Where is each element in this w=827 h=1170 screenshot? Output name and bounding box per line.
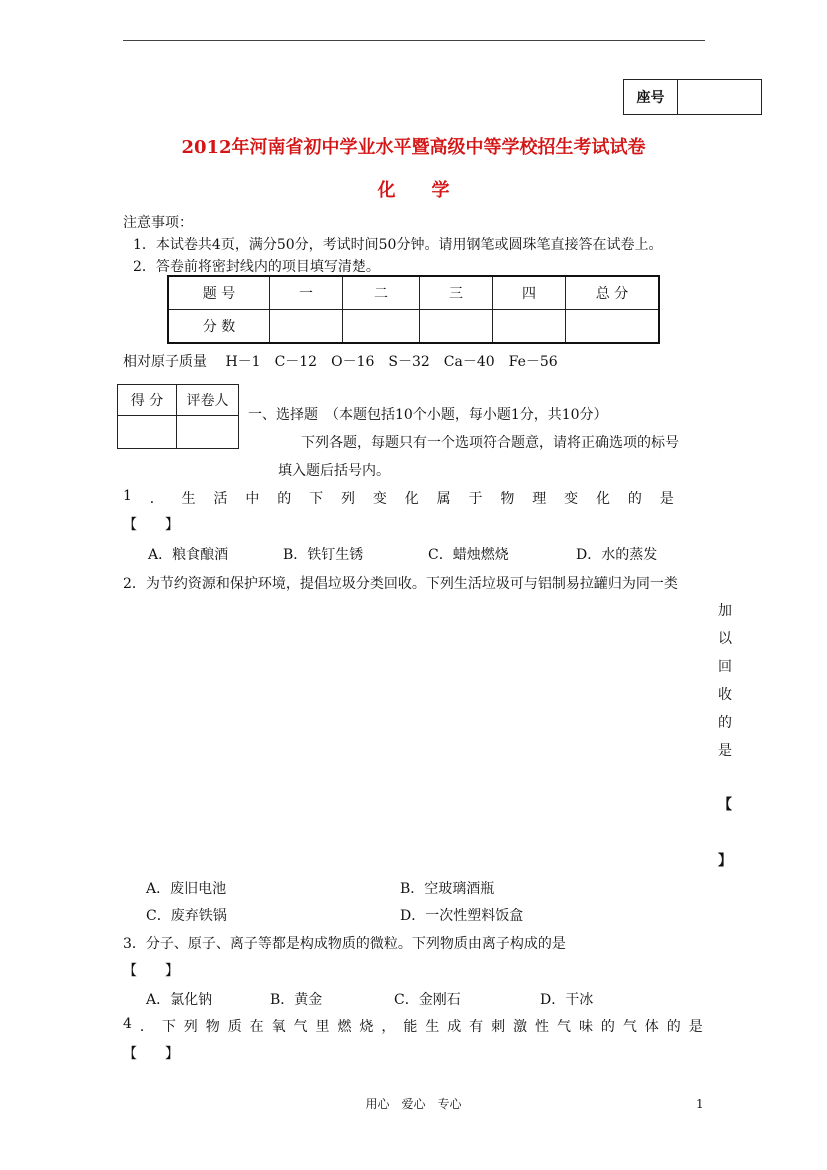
exam-title: 2012年河南省初中学业水平暨高级中等学校招生考试试卷 bbox=[181, 137, 646, 158]
score-header-label: 题 号 bbox=[168, 276, 270, 310]
q2-option-d: D．一次性塑料饭盒 bbox=[400, 908, 524, 924]
q1-stem-char: 下 bbox=[309, 491, 324, 507]
q1-stem-char: 变 bbox=[564, 491, 579, 507]
q4-stem-char: 激 bbox=[513, 1019, 528, 1035]
score-header-4: 四 bbox=[493, 276, 566, 310]
q4-stem-char: 氧 bbox=[271, 1019, 286, 1035]
q2-option-c: C．废弃铁锅 bbox=[146, 908, 227, 924]
notes-heading: 注意事项： bbox=[123, 215, 193, 231]
q1-stem-char: 中 bbox=[245, 491, 260, 507]
subject-char-1: 化 bbox=[377, 180, 396, 201]
q4-stem-char: 气 bbox=[556, 1019, 571, 1035]
grader-name-cell[interactable] bbox=[177, 416, 239, 449]
q2-vertical-2: 以 bbox=[718, 631, 732, 647]
q1-option-b: B．铁钉生锈 bbox=[283, 547, 364, 563]
q2-stem: 2．为节约资源和保护环境，提倡垃圾分类回收。下列生活垃圾可与铝制易拉罐归为同一类 bbox=[123, 576, 678, 592]
score-table-score-row bbox=[168, 310, 659, 344]
q1-bracket: 【 】 bbox=[123, 517, 179, 533]
q4-stem-char: 有 bbox=[469, 1019, 484, 1035]
subject-title bbox=[0, 176, 827, 202]
score-cell-2[interactable] bbox=[343, 310, 420, 344]
footer-motto: 用心 爱心 专心 bbox=[365, 1097, 462, 1111]
q1-stem-char: 理 bbox=[532, 491, 547, 507]
q4-stem-char: 燃 bbox=[337, 1019, 352, 1035]
q4-stem-char: 生 bbox=[425, 1019, 440, 1035]
atomic-mass-line: 相对原子质量 H－1 C－12 O－16 S－32 Ca－40 Fe－56 bbox=[123, 354, 558, 370]
score-cell-4[interactable] bbox=[493, 310, 566, 344]
q2-bracket-close: 】 bbox=[718, 853, 732, 869]
q1-stem-char: 是 bbox=[659, 491, 674, 507]
q2-vertical-3: 回 bbox=[718, 659, 732, 675]
note-item-1: 1．本试卷共4页，满分50分，考试时间50分钟。请用钢笔或圆珠笔直接答在试卷上。 bbox=[133, 237, 663, 253]
grader-score-label: 得 分 bbox=[118, 385, 177, 416]
score-header-1: 一 bbox=[270, 276, 343, 310]
q2-option-b: B．空玻璃酒瓶 bbox=[400, 881, 495, 897]
q1-option-a: A．粮食酿酒 bbox=[148, 547, 229, 563]
score-table-header-row bbox=[168, 276, 659, 310]
q2-bracket-open: 【 bbox=[718, 797, 732, 813]
q1-stem-char: 活 bbox=[213, 491, 228, 507]
q1-stem-char: 化 bbox=[596, 491, 611, 507]
q1-option-d: D．水的蒸发 bbox=[576, 547, 658, 563]
q4-stem-char: ． bbox=[139, 1019, 154, 1035]
grader-table bbox=[117, 384, 239, 449]
q4-stem-char: 下 bbox=[161, 1019, 176, 1035]
q1-stem-char: 变 bbox=[372, 491, 387, 507]
q1-stem-char: 物 bbox=[500, 491, 515, 507]
section1-title: 一、选择题 （本题包括10个小题，每小题1分，共10分） bbox=[248, 407, 608, 423]
q1-stem-char: 1 bbox=[123, 488, 132, 504]
q4-stem-char: 能 bbox=[403, 1019, 418, 1035]
grader-name-label: 评卷人 bbox=[177, 385, 239, 416]
q3-option-b: B．黄金 bbox=[270, 992, 323, 1008]
q3-option-a: A．氯化钠 bbox=[146, 992, 213, 1008]
q4-stem-char: 物 bbox=[205, 1019, 220, 1035]
grader-table-value-row bbox=[118, 416, 239, 449]
q4-stem-char: 质 bbox=[227, 1019, 242, 1035]
q4-stem bbox=[123, 1016, 703, 1036]
score-header-2: 二 bbox=[343, 276, 420, 310]
q2-vertical-5: 的 bbox=[718, 715, 732, 731]
score-row-label: 分 数 bbox=[168, 310, 270, 344]
q2-vertical-4: 收 bbox=[718, 687, 732, 703]
q1-stem-char: 的 bbox=[627, 491, 642, 507]
score-cell-1[interactable] bbox=[270, 310, 343, 344]
header-rule bbox=[123, 40, 705, 41]
q4-stem-char: 体 bbox=[644, 1019, 659, 1035]
score-table bbox=[167, 275, 660, 344]
score-cell-total[interactable] bbox=[566, 310, 660, 344]
score-cell-3[interactable] bbox=[420, 310, 493, 344]
q4-stem-char: 的 bbox=[600, 1019, 615, 1035]
q1-stem-char: 化 bbox=[404, 491, 419, 507]
note-item-2: 2．答卷前将密封线内的项目填写清楚。 bbox=[133, 259, 380, 275]
seat-number-box bbox=[623, 79, 762, 115]
grader-score-cell[interactable] bbox=[118, 416, 177, 449]
q1-stem-char: 列 bbox=[341, 491, 356, 507]
q3-stem: 3．分子、原子、离子等都是构成物质的微粒。下列物质由离子构成的是 bbox=[123, 936, 566, 952]
q4-stem-char: 列 bbox=[183, 1019, 198, 1035]
q1-stem bbox=[123, 488, 674, 508]
section1-instruction-1: 下列各题，每题只有一个选项符合题意，请将正确选项的标号 bbox=[301, 435, 679, 451]
subject-char-2: 学 bbox=[431, 180, 450, 201]
q4-stem-char: 味 bbox=[578, 1019, 593, 1035]
grader-table-header-row bbox=[118, 385, 239, 416]
q2-option-a: A．废旧电池 bbox=[146, 881, 227, 897]
q4-stem-char: 在 bbox=[249, 1019, 264, 1035]
q4-stem-char: 性 bbox=[535, 1019, 550, 1035]
q1-stem-char: 属 bbox=[436, 491, 451, 507]
q1-stem-char: 的 bbox=[277, 491, 292, 507]
section1-instruction-2: 填入题后括号内。 bbox=[278, 463, 390, 479]
q1-option-c: C．蜡烛燃烧 bbox=[428, 547, 509, 563]
q4-stem-char: 成 bbox=[447, 1019, 462, 1035]
seat-label: 座号 bbox=[624, 80, 678, 114]
q3-option-d: D．干冰 bbox=[540, 992, 594, 1008]
q4-stem-char: 刺 bbox=[491, 1019, 506, 1035]
page-number: 1 bbox=[696, 1097, 704, 1111]
q4-bracket: 【 】 bbox=[123, 1046, 179, 1062]
q1-stem-char: 生 bbox=[181, 491, 196, 507]
q1-stem-char: 于 bbox=[468, 491, 483, 507]
q4-stem-char: ， bbox=[381, 1019, 396, 1035]
q4-stem-char: 气 bbox=[293, 1019, 308, 1035]
q1-stem-char: ． bbox=[149, 491, 164, 507]
q4-stem-char: 气 bbox=[622, 1019, 637, 1035]
q4-stem-char: 里 bbox=[315, 1019, 330, 1035]
q2-vertical-1: 加 bbox=[718, 603, 732, 619]
score-header-3: 三 bbox=[420, 276, 493, 310]
seat-number-field[interactable] bbox=[678, 80, 761, 114]
q4-stem-char: 是 bbox=[688, 1019, 703, 1035]
q3-option-c: C．金刚石 bbox=[394, 992, 461, 1008]
q2-vertical-6: 是 bbox=[718, 743, 732, 759]
q4-stem-char: 的 bbox=[666, 1019, 681, 1035]
q3-bracket: 【 】 bbox=[123, 963, 179, 979]
q4-stem-char: 烧 bbox=[359, 1019, 374, 1035]
score-header-total: 总 分 bbox=[566, 276, 660, 310]
q4-stem-char: 4 bbox=[123, 1016, 132, 1032]
